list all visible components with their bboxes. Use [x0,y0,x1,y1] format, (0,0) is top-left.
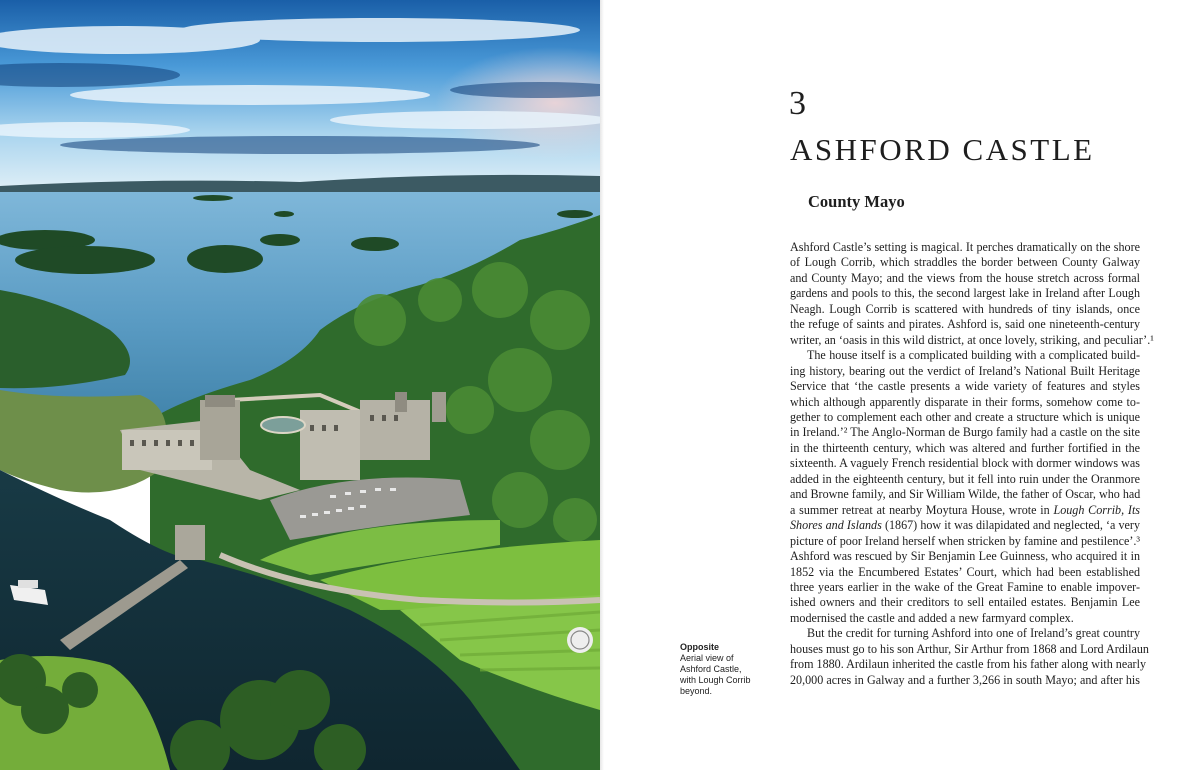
text-line: and County Mayo; and the views from the house stretch across formal [790,270,1140,285]
photo-caption [680,642,760,697]
text-line [790,503,1140,518]
caption-heading: Opposite [680,642,720,652]
text-line: 20,000 acres in Galway and a further 3,266 in south Mayo; and after his [790,672,1140,687]
text-line: gether to complement each other and create a structure which is unique [790,409,1140,424]
chapter-title: ASHFORD CASTLE [790,132,1095,167]
text-line: in Ireland.’² The Anglo-Norman de Burgo family had a castle on the site [790,425,1140,440]
text-line: ing history, bearing out the verdict of Ireland’s National Built Heritage [790,363,1140,378]
text-line: 1852 via the Encumbered Estates’ Court, which had been established [790,564,1140,579]
text-line: houses must go to his son Arthur, Sir Arthur from 1868 and Lord Ardilaun [790,641,1149,656]
chapter-location: County Mayo [808,192,905,211]
text-line: three years earlier in the wake of the Great Famine to enable impover- [790,579,1140,594]
text-line: Ashford Castle’s setting is magical. It perches dramatically on the shore [790,240,1140,254]
text-line: gardens and pools to this, the second largest lake in Ireland after Lough [790,286,1140,301]
text-line: from 1880. Ardilaun inherited the castle from his father along with nearly [790,657,1146,672]
body-text [790,240,1154,688]
text-line: sixteenth. A vaguely French residential block with dormer windows was [790,456,1140,471]
text-line [790,518,1140,533]
book-title: Shores and Islands [790,518,882,533]
text-line: picture of poor Ireland herself when stricken by famine and pestilence’.³ [790,533,1140,548]
text-line: writer, an ‘oasis in this wild district, at once lovely, striking, and peculiar’.¹ [790,332,1154,347]
text-line: Ashford was rescued by Sir Benjamin Lee Guinness, who acquired it in [790,549,1140,564]
text-line: of Lough Corrib, which straddles the border between County Galway [790,255,1140,270]
text-line: But the credit for turning Ashford into one of Ireland’s great country [807,626,1140,641]
text-line: Neagh. Lough Corrib is scattered with hundreds of tiny islands, once [790,301,1140,316]
text-line: Service that ‘the castle presents a wide variety of features and styles [790,379,1140,394]
text-segment: a summer retreat at nearby Moytura House, wrote in [790,502,1050,517]
text-line: ished owners and their creditors to sell entailed estates. Benjamin Lee [790,595,1140,610]
book-title: Lough Corrib, Its [1053,502,1141,517]
text-line: added in the eighteenth century, but it fell into ruin under the Oranmore [790,471,1140,486]
text-line: in the thirteenth century, which was altered and further fortified in the [790,440,1140,455]
text-segment: (1867) how it was dilapidated and neglected, ‘a very [884,518,1140,533]
text-line: modernised the castle and added a new farmyard complex. [790,610,1074,625]
text-line: and Browne family, and Sir William Wilde, the father of Oscar, who had [790,487,1141,502]
text-line: which although apparently disparate in their forms, somehow come to- [790,394,1140,409]
text-line: The house itself is a complicated building with a complicated build- [807,348,1140,363]
caption-text: Aerial view of Ashford Castle, with Lough Corrib beyond. [680,653,751,696]
text-line: the refuge of saints and pirates. Ashford is, said one nineteenth-century [790,317,1140,332]
page-gutter [600,0,604,770]
chapter-number: 3 [789,85,807,122]
